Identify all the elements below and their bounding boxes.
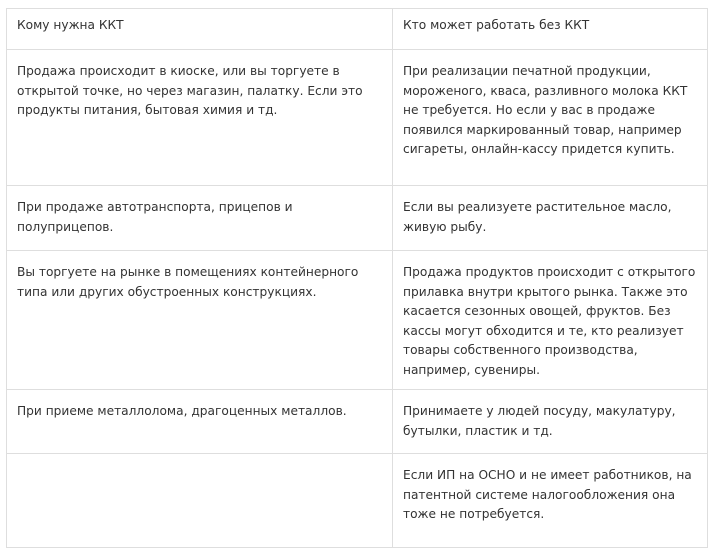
table-row <box>7 251 708 390</box>
cell-without-kkt: Продажа продуктов происходит с открытого прилавка внутри крытого рынка. Также это касается сезонных овощей, фруктов. Без кассы могут обходится и те, кто реализует товары собственного производства, например, сувениры. <box>393 251 708 390</box>
cell-without-kkt: При реализации печатной продукции, мороженого, кваса, разливного молока ККТ не требуется. Но если у вас в продаже появился маркированный товар, например сигареты, онлайн-кассу придется купить. <box>393 50 708 186</box>
table-row <box>7 454 708 548</box>
cell-without-kkt: Принимаете у людей посуду, макулатуру, бутылки, пластик и тд. <box>393 390 708 454</box>
header-who-needs-kkt: Кому нужна ККТ <box>7 9 393 50</box>
cell-needs-kkt-empty <box>7 454 393 548</box>
cell-needs-kkt: Продажа происходит в киоске, или вы торгуете в открытой точке, но через магазин, палатку. Если это продукты питания, бытовая химия и тд. <box>7 50 393 186</box>
cell-without-kkt: Если ИП на ОСНО и не имеет работников, на патентной системе налогообложения она тоже не потребуется. <box>393 454 708 548</box>
table-row <box>7 50 708 186</box>
cell-needs-kkt: При приеме металлолома, драгоценных металлов. <box>7 390 393 454</box>
cell-needs-kkt: Вы торгуете на рынке в помещениях контейнерного типа или других обустроенных конструкциях. <box>7 251 393 390</box>
cell-needs-kkt: При продаже автотранспорта, прицепов и полуприцепов. <box>7 186 393 251</box>
header-who-can-work-without-kkt: Кто может работать без ККТ <box>393 9 708 50</box>
table-row <box>7 186 708 251</box>
table-header-row <box>7 9 708 50</box>
table-row <box>7 390 708 454</box>
kkt-comparison-table <box>6 8 708 548</box>
cell-without-kkt: Если вы реализуете растительное масло, живую рыбу. <box>393 186 708 251</box>
